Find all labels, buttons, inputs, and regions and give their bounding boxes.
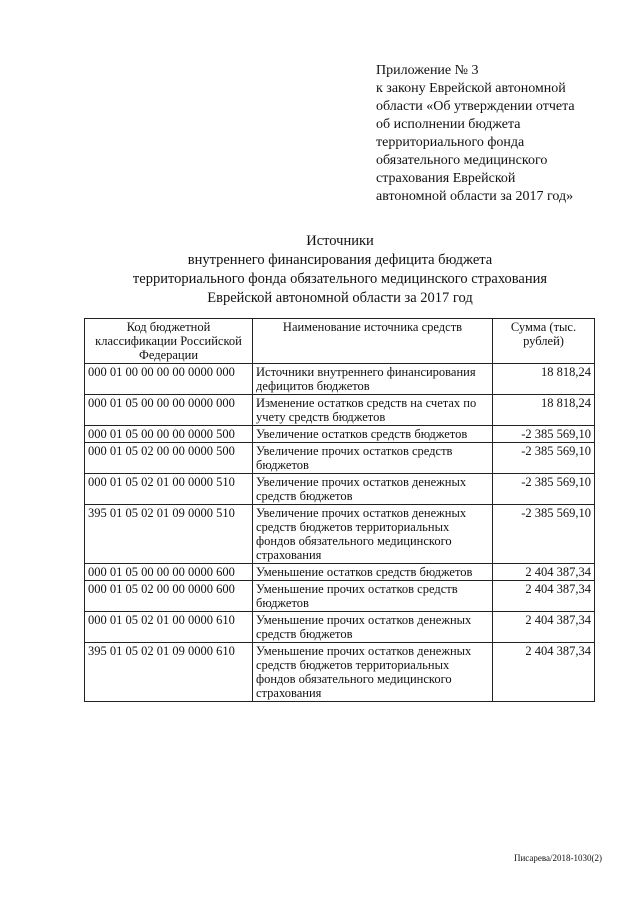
header-name: Наименование источника средств [253, 319, 493, 364]
table-row [85, 564, 595, 581]
annex-line: территориального фонда [376, 135, 525, 150]
cell-code: 000 01 05 02 00 00 0000 600 [85, 581, 253, 612]
cell-sum: 18 818,24 [493, 395, 595, 426]
cell-name: Уменьшение прочих остатков денежных средств бюджетов территориальных фондов обязательного медицинского страхования [253, 643, 493, 702]
cell-sum: 2 404 387,34 [493, 581, 595, 612]
cell-name: Источники внутреннего финансирования дефицитов бюджетов [253, 364, 493, 395]
cell-sum: 2 404 387,34 [493, 643, 595, 702]
header-sum: Сумма (тыс. рублей) [493, 319, 595, 364]
cell-sum: -2 385 569,10 [493, 443, 595, 474]
cell-code: 000 01 00 00 00 00 0000 000 [85, 364, 253, 395]
document-title [60, 232, 620, 308]
table-row [85, 364, 595, 395]
table-row [85, 612, 595, 643]
cell-name: Увеличение прочих остатков денежных средств бюджетов [253, 474, 493, 505]
annex-line: об исполнении бюджета [376, 117, 521, 132]
table-row [85, 426, 595, 443]
cell-sum: 18 818,24 [493, 364, 595, 395]
document-reference-number: Писарева/2018-1030(2) [513, 853, 602, 863]
cell-sum: 2 404 387,34 [493, 564, 595, 581]
annex-line: к закону Еврейской автономной [376, 81, 566, 96]
table-row [85, 395, 595, 426]
table-row [85, 581, 595, 612]
cell-name: Уменьшение прочих остатков денежных средств бюджетов [253, 612, 493, 643]
cell-code: 000 01 05 00 00 00 0000 500 [85, 426, 253, 443]
cell-code: 000 01 05 00 00 00 0000 000 [85, 395, 253, 426]
title-line: Еврейской автономной области за 2017 год [207, 290, 473, 306]
cell-code: 000 01 05 02 00 00 0000 500 [85, 443, 253, 474]
table-header-row [85, 319, 595, 364]
title-line: Источники [306, 233, 374, 249]
table-row [85, 443, 595, 474]
annex-reference [376, 62, 616, 206]
annex-line: обязательного медицинского [376, 153, 548, 168]
cell-sum: -2 385 569,10 [493, 505, 595, 564]
cell-name: Увеличение прочих остатков денежных средств бюджетов территориальных фондов обязательного медицинского страхования [253, 505, 493, 564]
cell-name: Уменьшение остатков средств бюджетов [253, 564, 493, 581]
cell-name: Увеличение прочих остатков средств бюджетов [253, 443, 493, 474]
annex-line: страхования Еврейской [376, 171, 516, 186]
title-line: внутреннего финансирования дефицита бюджета [187, 252, 493, 268]
cell-name: Изменение остатков средств на счетах по учету средств бюджетов [253, 395, 493, 426]
annex-line: Приложение № 3 [376, 63, 479, 78]
annex-line: области «Об утверждении отчета [376, 99, 575, 114]
cell-sum: 2 404 387,34 [493, 612, 595, 643]
cell-sum: -2 385 569,10 [493, 426, 595, 443]
header-code: Код бюджетной классификации Российской Федерации [85, 319, 253, 364]
cell-sum: -2 385 569,10 [493, 474, 595, 505]
cell-code: 395 01 05 02 01 09 0000 510 [85, 505, 253, 564]
cell-code: 395 01 05 02 01 09 0000 610 [85, 643, 253, 702]
cell-code: 000 01 05 02 01 00 0000 610 [85, 612, 253, 643]
title-line: территориального фонда обязательного медицинского страхования [132, 271, 548, 287]
annex-line: автономной области за 2017 год» [376, 189, 574, 204]
table-row [85, 474, 595, 505]
cell-code: 000 01 05 00 00 00 0000 600 [85, 564, 253, 581]
table-row [85, 505, 595, 564]
cell-code: 000 01 05 02 01 00 0000 510 [85, 474, 253, 505]
cell-name: Уменьшение прочих остатков средств бюджетов [253, 581, 493, 612]
table-row [85, 643, 595, 702]
cell-name: Увеличение остатков средств бюджетов [253, 426, 493, 443]
financing-sources-table [84, 318, 595, 702]
